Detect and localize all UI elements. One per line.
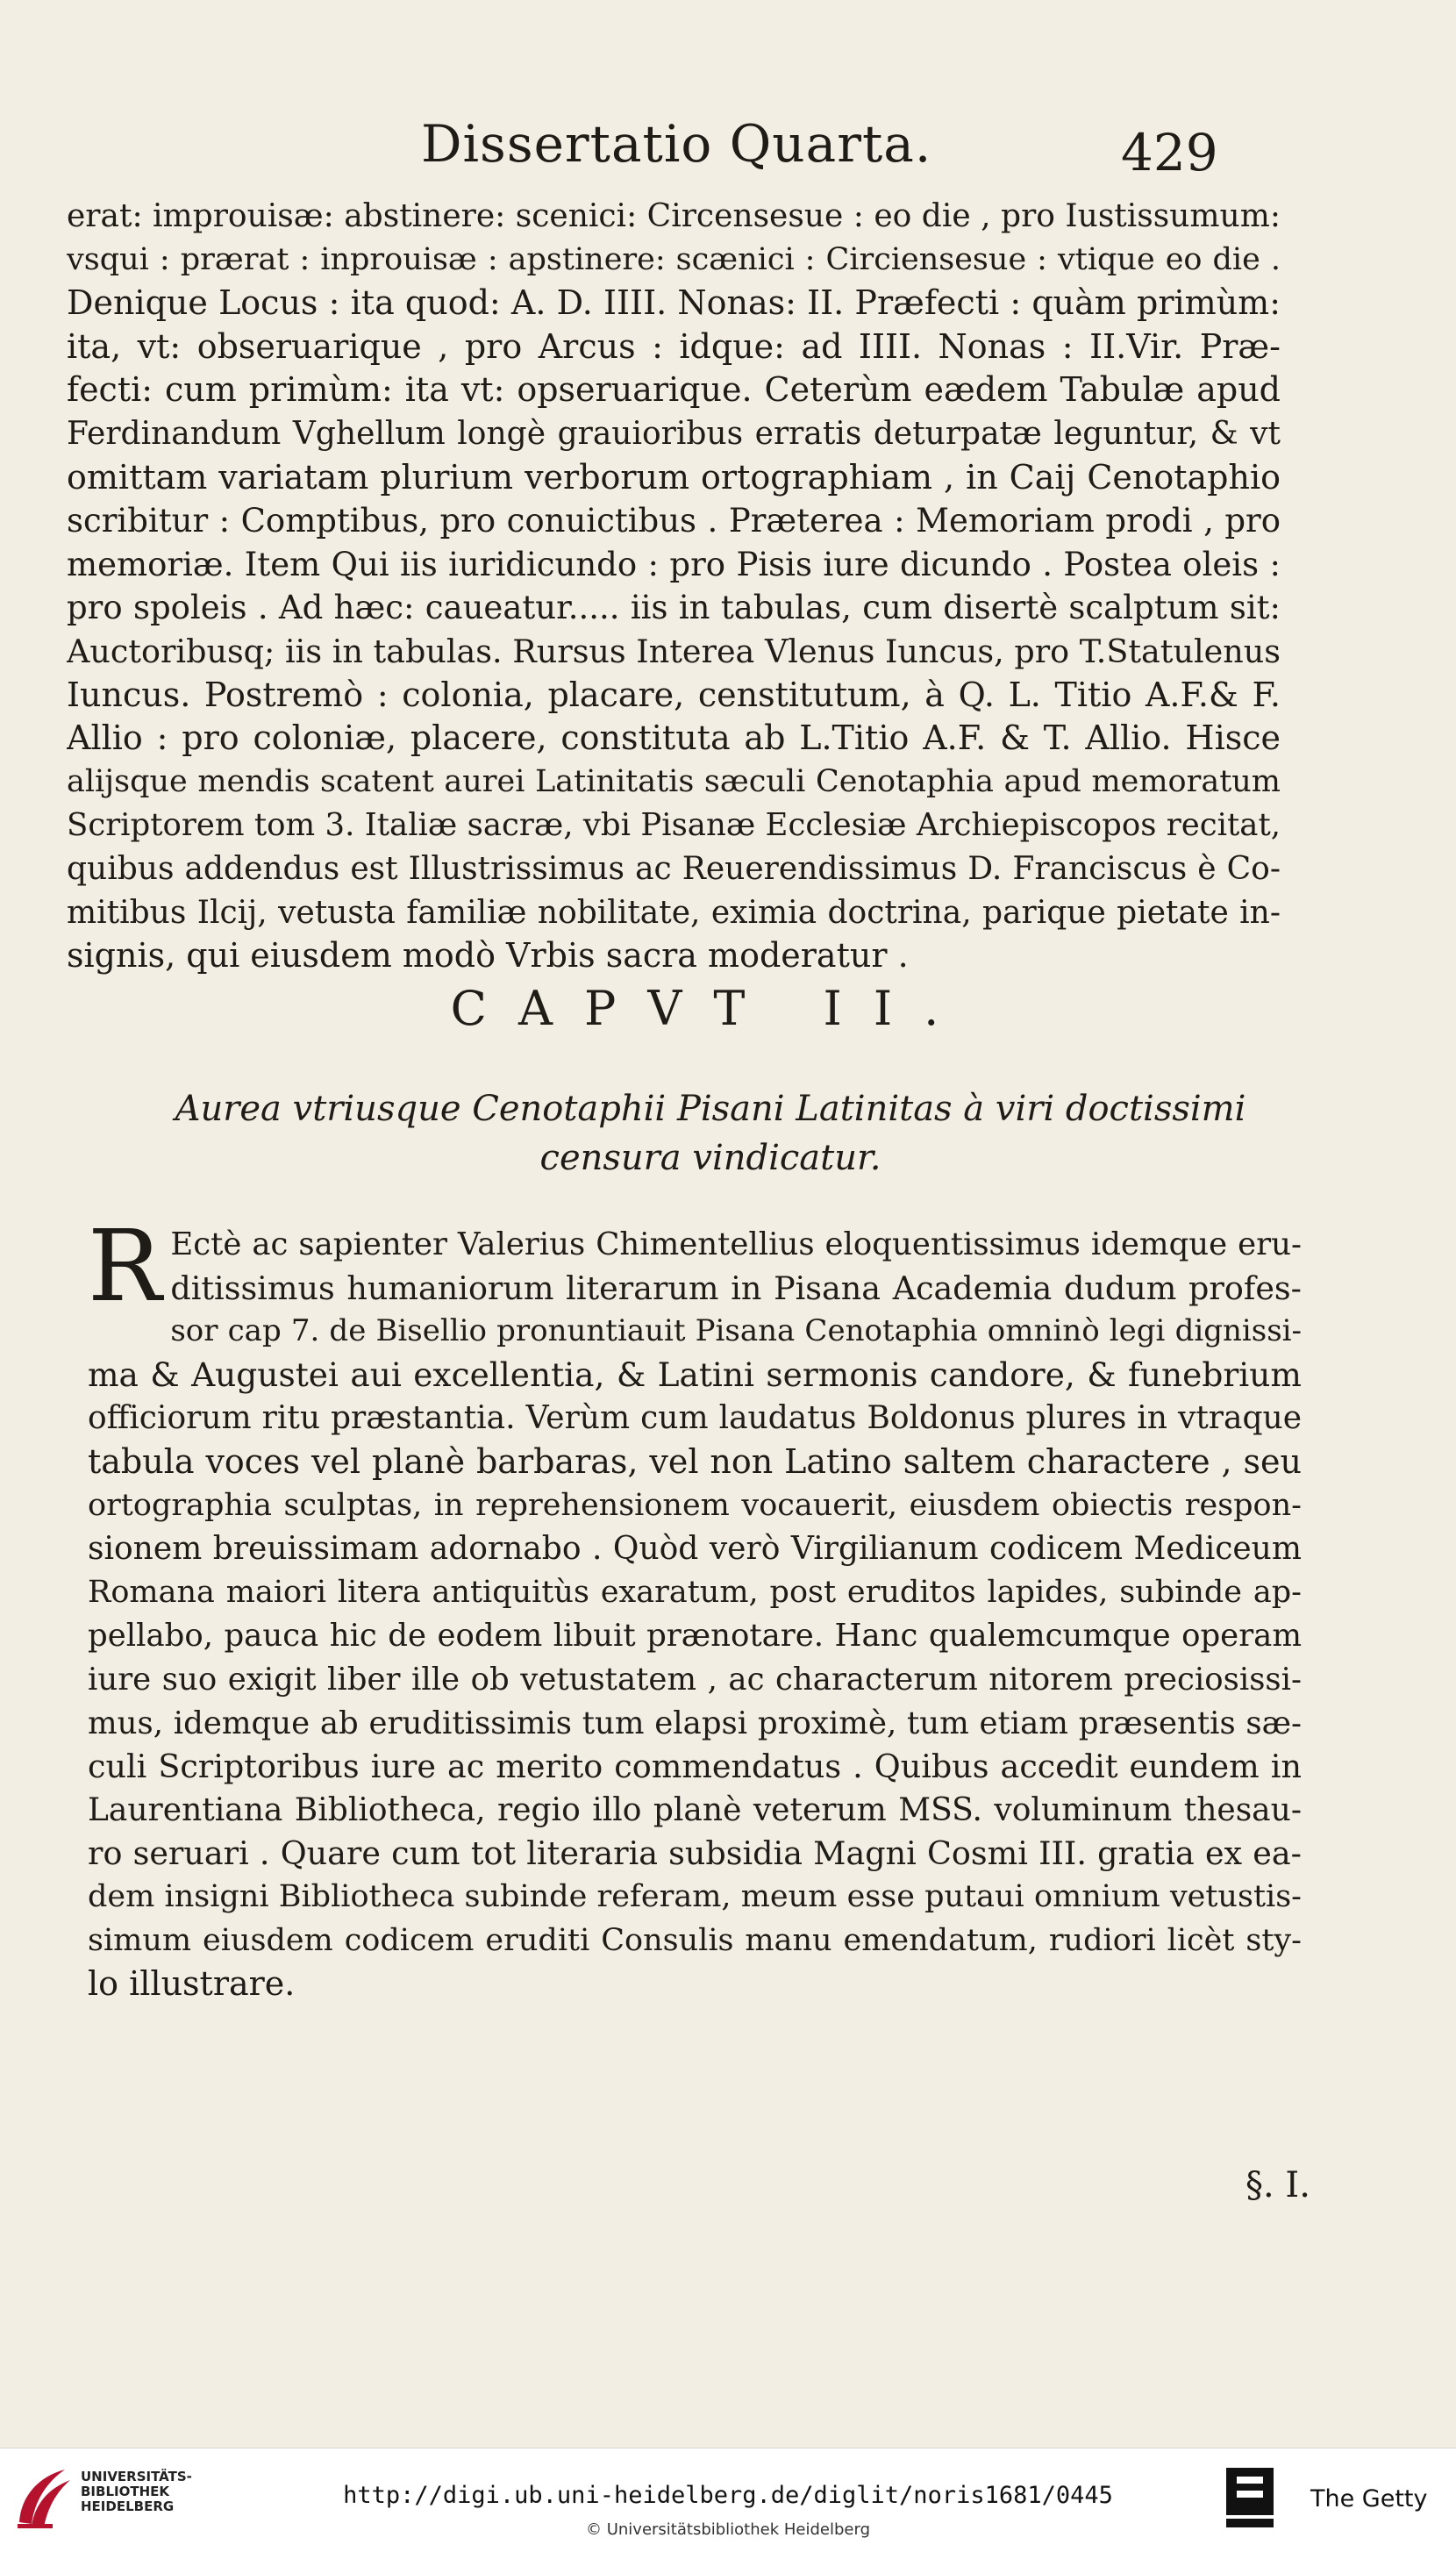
permalink-url[interactable]: http://digi.ub.uni-heidelberg.de/diglit/noris1681/0445 <box>343 2482 1113 2509</box>
text-block-lower <box>88 1210 1302 2006</box>
copyright-notice: © Universitätsbibliothek Heidelberg <box>585 2520 870 2539</box>
text-line: Scriptorem tom 3. Italiæ sacræ, vbi Pisanæ Ecclesiæ Archiepiscopos recitat, <box>67 807 1281 844</box>
text-line: alijsque mendis scatent aurei Latinitatis sæculi Cenotaphia apud memoratum <box>67 763 1281 799</box>
text-line: ma & Augustei aui excellentia, & Latini sermonis candore, & funebrium <box>88 1355 1302 1394</box>
text-line: ita, vt: obseruarique , pro Arcus : idque: ad IIII. Nonas : II.Vir. Præ- <box>67 326 1281 366</box>
text-line: Allio : pro coloniæ, placere, constituta ab L.Titio A.F. & T. Allio. Hisce <box>67 718 1281 758</box>
drop-cap: R <box>88 1210 162 1324</box>
text-line: sor cap 7. de Bisellio pronuntiauit Pisana Cenotaphia omninò legi dignissi- <box>170 1313 1302 1349</box>
text-line: Romana maiori litera antiquitùs exaratum, post eruditos lapides, subinde ap- <box>88 1574 1302 1610</box>
text-line: ro seruari . Quare cum tot literaria subsidia Magni Cosmi III. gratia ex ea- <box>88 1834 1302 1873</box>
text-line: signis, qui eiusdem modò Vrbis sacra moderatur . <box>67 936 909 976</box>
catchword: §. I. <box>1245 2165 1310 2205</box>
text-line: sionem breuissimam adornabo . Quòd verò Virgilianum codicem Mediceum <box>88 1531 1302 1568</box>
text-line: fecti: cum primùm: ita vt: opseruarique. Ceterùm eædem Tabulæ apud <box>67 370 1281 410</box>
text-line: culi Scriptoribus iure ac merito commendatus . Quibus accedit eundem in <box>88 1748 1302 1786</box>
chapter-subtitle <box>0 1084 1421 1183</box>
text-block-upper <box>67 195 1281 978</box>
text-line: quibus addendus est Illustrissimus ac Reuerendissimus D. Franciscus è Co- <box>67 850 1281 887</box>
text-line: ditissimus humaniorum literarum in Pisana Academia dudum profes- <box>170 1269 1302 1307</box>
text-line: simum eiusdem codicem eruditi Consulis manu emendatum, rudiori licèt sty- <box>88 1922 1302 1958</box>
text-line: Auctoribusq; iis in tabulas. Rursus Interea Vlenus Iuncus, pro T.Statulenus <box>67 632 1281 670</box>
partner-name: The Getty <box>1310 2485 1428 2513</box>
text-line: dem insigni Bibliotheca subinde referam, meum esse putaui omnium vetustis- <box>88 1878 1302 1914</box>
subtitle-line: Aurea vtriusque Cenotaphii Pisani Latinitas à viri doctissimi <box>175 1089 1246 1129</box>
text-line: scribitur : Comptibus, pro conuictibus . Præterea : Memoriam prodi , pro <box>67 502 1281 540</box>
text-line: mitibus Ilcij, vetusta familiæ nobilitate, eximia doctrina, parique pietate in- <box>67 894 1281 931</box>
text-line: tabula voces vel planè barbaras, vel non Latino saltem charactere , seu <box>88 1441 1302 1481</box>
subtitle-line: censura vindicatur. <box>539 1138 881 1178</box>
text-line: mus, idemque ab eruditissimis tum elapsi proximè, tum etiam præsentis sæ- <box>88 1705 1302 1741</box>
text-line: Ectè ac sapienter Valerius Chimentellius eloquentissimus idemque eru- <box>170 1226 1302 1262</box>
text-line: erat: improuisæ: abstinere: scenici: Circensesue : eo die , pro Iustissumum: <box>67 198 1281 234</box>
text-line: omittam variatam plurium verborum ortographiam , in Caij Cenotaphio <box>67 457 1281 497</box>
university-library-name: UNIVERSITÄTS- BIBLIOTHEK HEIDELBERG <box>81 2469 192 2514</box>
viewer-footer <box>0 2448 1456 2552</box>
chapter-heading: CAPVT II. <box>450 981 971 1036</box>
text-line: lo illustrare. <box>88 1964 296 2004</box>
getty-logo-icon <box>1223 2464 1277 2531</box>
text-line: Denique Locus : ita quod: A. D. IIII. Nonas: II. Præfecti : quàm primùm: <box>67 283 1281 323</box>
text-line: pellabo, pauca hic de eodem libuit prænotare. Hanc qualemcumque operam <box>88 1618 1302 1655</box>
text-line: Laurentiana Bibliotheca, regio illo planè veterum MSS. voluminum thesau- <box>88 1791 1302 1828</box>
text-line: Iuncus. Postremò : colonia, placare, censtitutum, à Q. L. Titio A.F.& F. <box>67 675 1281 714</box>
text-line: ortographia sculptas, in reprehensionem vocauerit, eiusdem obiectis respon- <box>88 1487 1302 1523</box>
text-line: pro spoleis . Ad hæc: caueatur..... iis in tabulas, cum disertè scalptum sit: <box>67 589 1281 627</box>
running-head: Dissertatio Quarta. <box>421 114 932 174</box>
text-line: officiorum ritu præstantia. Verùm cum laudatus Boldonus plures in vtraque <box>88 1400 1302 1437</box>
page-number: 429 <box>1121 123 1218 182</box>
text-line: Ferdinandum Vghellum longè grauioribus erratis deturpatæ leguntur, & vt <box>67 415 1281 452</box>
text-line: iure suo exigit liber ille ob vetustatem , ac characterum nitorem preciosissi- <box>88 1661 1302 1698</box>
text-line: memoriæ. Item Qui iis iuridicundo : pro Pisis iure dicundo . Postea oleis : <box>67 545 1281 583</box>
text-line: vsqui : prærat : inprouisæ : apstinere: scænici : Circiensesue : vtique eo die . <box>67 241 1281 277</box>
